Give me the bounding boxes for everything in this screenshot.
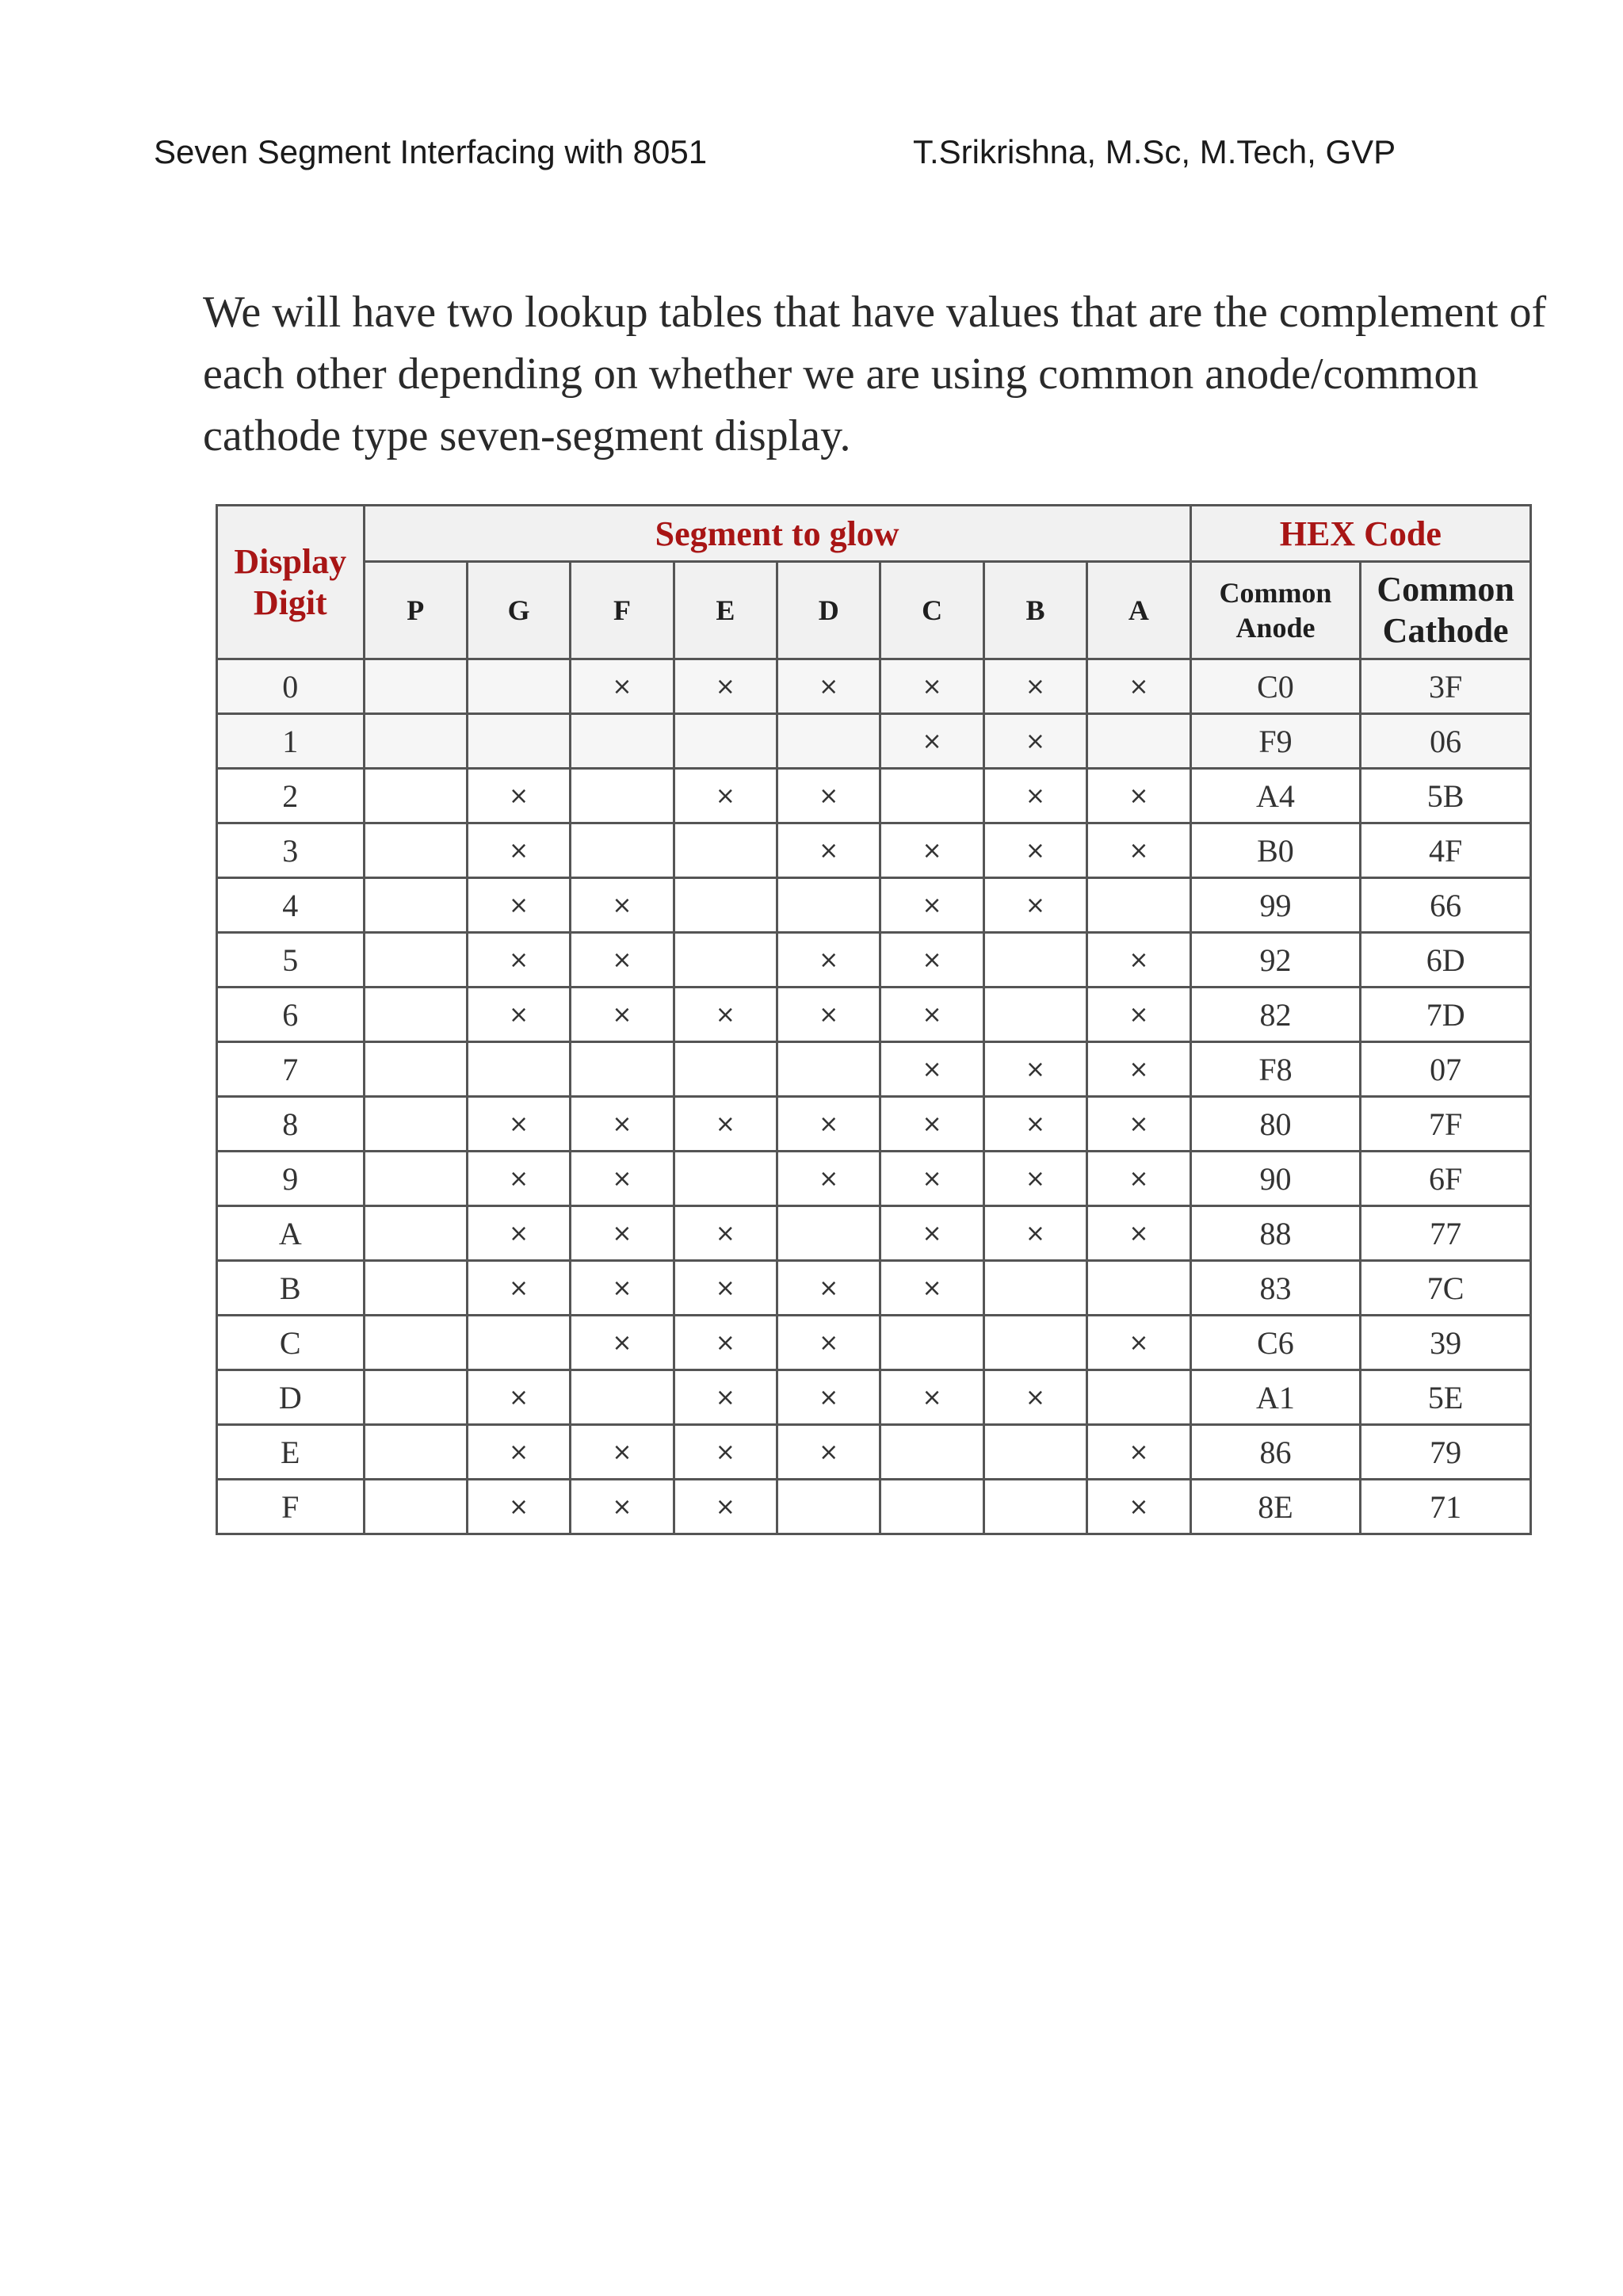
table-row (217, 878, 1531, 933)
segment-e-cell (674, 1097, 777, 1152)
segment-f-cell (571, 1480, 674, 1534)
common-anode-cell: 82 (1190, 988, 1361, 1042)
display-digit-cell: E (217, 1425, 365, 1480)
segment-mark: × (715, 1274, 735, 1302)
table-row (217, 933, 1531, 988)
common-anode-cell: 83 (1190, 1261, 1361, 1316)
common-cathode-cell: 7C (1361, 1261, 1531, 1316)
header-common-anode-line2: Anode (1235, 612, 1316, 644)
segment-g-cell (467, 878, 570, 933)
segment-c-cell (880, 878, 983, 933)
segment-b-cell (983, 1097, 1086, 1152)
segment-mark: × (922, 946, 942, 974)
segment-mark: × (509, 891, 529, 919)
common-cathode-cell: 71 (1361, 1480, 1531, 1534)
segment-f-cell (571, 1042, 674, 1097)
common-cathode-cell: 7F (1361, 1097, 1531, 1152)
segment-mark: × (922, 1164, 942, 1193)
segment-mark: × (922, 672, 942, 701)
common-cathode-cell: 5B (1361, 769, 1531, 823)
segment-f-cell (571, 823, 674, 878)
segment-mark: × (819, 1110, 839, 1138)
display-digit-cell: C (217, 1316, 365, 1370)
segment-mark: × (1128, 1328, 1149, 1357)
segment-d-cell (777, 769, 880, 823)
segment-mark: × (715, 1438, 735, 1466)
header-segment-g: G (467, 562, 570, 659)
table-body (217, 659, 1531, 1534)
segment-a-cell (1087, 933, 1190, 988)
segment-mark: × (509, 1110, 529, 1138)
common-anode-cell: A4 (1190, 769, 1361, 823)
segment-d-cell (777, 1097, 880, 1152)
segment-e-cell (674, 1316, 777, 1370)
common-anode-cell: 90 (1190, 1152, 1361, 1206)
segment-mark: × (819, 1383, 839, 1412)
segment-mark: × (612, 891, 632, 919)
segment-g-cell (467, 1425, 570, 1480)
segment-g-cell (467, 1206, 570, 1261)
segment-mark: × (509, 836, 529, 865)
segment-mark: × (819, 1164, 839, 1193)
header-display-digit (217, 506, 365, 659)
segment-d-cell (777, 823, 880, 878)
segment-f-cell (571, 1316, 674, 1370)
segment-e-cell (674, 1425, 777, 1480)
header-common-cathode (1361, 562, 1531, 659)
segment-mark: × (509, 1492, 529, 1521)
segment-mark: × (612, 1328, 632, 1357)
segment-b-cell (983, 878, 1086, 933)
segment-mark: × (715, 1110, 735, 1138)
segment-d-cell (777, 1261, 880, 1316)
table-row (217, 1480, 1531, 1534)
header-hex-code: HEX Code (1190, 506, 1530, 562)
segment-mark: × (1128, 1110, 1149, 1138)
segment-a-cell (1087, 714, 1190, 769)
segment-mark: × (1128, 1492, 1149, 1521)
common-anode-cell: A1 (1190, 1370, 1361, 1425)
segment-d-cell (777, 1316, 880, 1370)
segment-mark: × (922, 1110, 942, 1138)
segment-mark: × (922, 727, 942, 755)
segment-e-cell (674, 1370, 777, 1425)
segment-mark: × (1128, 1055, 1149, 1083)
segment-a-cell (1087, 1425, 1190, 1480)
segment-b-cell (983, 1316, 1086, 1370)
segment-b-cell (983, 714, 1086, 769)
common-cathode-cell: 4F (1361, 823, 1531, 878)
header-common-anode-line1: Common (1219, 577, 1332, 609)
common-cathode-cell: 6D (1361, 933, 1531, 988)
segment-mark: × (922, 1274, 942, 1302)
segment-mark: × (612, 1110, 632, 1138)
display-digit-cell: 2 (217, 769, 365, 823)
segment-g-cell (467, 659, 570, 714)
common-anode-cell: 80 (1190, 1097, 1361, 1152)
segment-p-cell (364, 1480, 467, 1534)
segment-b-cell (983, 659, 1086, 714)
segment-p-cell (364, 769, 467, 823)
segment-d-cell (777, 878, 880, 933)
segment-mark: × (1025, 836, 1046, 865)
segment-p-cell (364, 1206, 467, 1261)
common-anode-cell: 92 (1190, 933, 1361, 988)
segment-g-cell (467, 1370, 570, 1425)
header-segment-p: P (364, 562, 467, 659)
segment-b-cell (983, 1042, 1086, 1097)
segment-d-cell (777, 933, 880, 988)
table-row (217, 988, 1531, 1042)
display-digit-cell: 6 (217, 988, 365, 1042)
table-row (217, 714, 1531, 769)
segment-p-cell (364, 1042, 467, 1097)
segment-mark: × (1025, 727, 1046, 755)
segment-mark: × (1025, 1219, 1046, 1247)
segment-e-cell (674, 1152, 777, 1206)
display-digit-cell: 4 (217, 878, 365, 933)
segment-mark: × (715, 1000, 735, 1029)
segment-f-cell (571, 659, 674, 714)
segment-p-cell (364, 878, 467, 933)
segment-c-cell (880, 1261, 983, 1316)
header-display-digit-line2: Digit (253, 583, 327, 622)
segment-b-cell (983, 1370, 1086, 1425)
segment-a-cell (1087, 1206, 1190, 1261)
table-row (217, 769, 1531, 823)
segment-mark: × (922, 1383, 942, 1412)
segment-f-cell (571, 878, 674, 933)
common-cathode-cell: 39 (1361, 1316, 1531, 1370)
segment-mark: × (715, 1383, 735, 1412)
display-digit-cell: A (217, 1206, 365, 1261)
segment-f-cell (571, 1261, 674, 1316)
header-common-cathode-line2: Cathode (1382, 611, 1509, 650)
segment-mark: × (509, 1383, 529, 1412)
display-digit-cell: 9 (217, 1152, 365, 1206)
common-cathode-cell: 5E (1361, 1370, 1531, 1425)
segment-e-cell (674, 1206, 777, 1261)
segment-g-cell (467, 988, 570, 1042)
segment-c-cell (880, 714, 983, 769)
segment-mark: × (922, 836, 942, 865)
segment-mark: × (1025, 1055, 1046, 1083)
segment-c-cell (880, 1206, 983, 1261)
segment-e-cell (674, 714, 777, 769)
segment-p-cell (364, 988, 467, 1042)
segment-c-cell (880, 1370, 983, 1425)
segment-p-cell (364, 1425, 467, 1480)
segment-a-cell (1087, 659, 1190, 714)
header-segment-b: B (983, 562, 1086, 659)
segment-mark: × (715, 672, 735, 701)
segment-g-cell (467, 1261, 570, 1316)
header-common-anode (1190, 562, 1361, 659)
segment-p-cell (364, 714, 467, 769)
display-digit-cell: 7 (217, 1042, 365, 1097)
segment-p-cell (364, 1152, 467, 1206)
segment-mark: × (715, 781, 735, 810)
segment-a-cell (1087, 1370, 1190, 1425)
segment-mark: × (819, 836, 839, 865)
display-digit-cell: F (217, 1480, 365, 1534)
segment-mark: × (612, 1492, 632, 1521)
segment-mark: × (819, 781, 839, 810)
common-cathode-cell: 7D (1361, 988, 1531, 1042)
header-segment-c: C (880, 562, 983, 659)
table-row (217, 1261, 1531, 1316)
display-digit-cell: 1 (217, 714, 365, 769)
segment-mark: × (1128, 1000, 1149, 1029)
table-row (217, 1370, 1531, 1425)
segment-mark: × (612, 946, 632, 974)
intro-paragraph: We will have two lookup tables that have values that are the complement of each other depending on whether we are using common anode/common cathode type seven-segment display. (203, 288, 1547, 460)
common-cathode-cell: 6F (1361, 1152, 1531, 1206)
segment-d-cell (777, 1480, 880, 1534)
segment-p-cell (364, 933, 467, 988)
segment-mark: × (1025, 1110, 1046, 1138)
table-row (217, 823, 1531, 878)
segment-e-cell (674, 988, 777, 1042)
segment-p-cell (364, 823, 467, 878)
segment-p-cell (364, 1316, 467, 1370)
segment-mark: × (819, 1438, 839, 1466)
common-anode-cell: 86 (1190, 1425, 1361, 1480)
segment-mark: × (715, 1492, 735, 1521)
segment-mark: × (1128, 836, 1149, 865)
segment-p-cell (364, 1370, 467, 1425)
segment-e-cell (674, 1480, 777, 1534)
segment-g-cell (467, 714, 570, 769)
segment-f-cell (571, 1152, 674, 1206)
display-digit-cell: 5 (217, 933, 365, 988)
segment-g-cell (467, 933, 570, 988)
segment-b-cell (983, 933, 1086, 988)
segment-mark: × (1128, 672, 1149, 701)
segment-b-cell (983, 1425, 1086, 1480)
segment-mark: × (819, 1000, 839, 1029)
segment-mark: × (612, 1274, 632, 1302)
segment-d-cell (777, 1370, 880, 1425)
segment-mark: × (612, 1164, 632, 1193)
segment-p-cell (364, 1261, 467, 1316)
segment-mark: × (1025, 891, 1046, 919)
common-cathode-cell: 07 (1361, 1042, 1531, 1097)
common-anode-cell: 8E (1190, 1480, 1361, 1534)
header-common-cathode-line1: Common (1377, 570, 1514, 609)
segment-a-cell (1087, 878, 1190, 933)
segment-b-cell (983, 1206, 1086, 1261)
segment-mark: × (715, 1219, 735, 1247)
segment-f-cell (571, 933, 674, 988)
segment-mark: × (509, 946, 529, 974)
common-cathode-cell: 79 (1361, 1425, 1531, 1480)
segment-mark: × (922, 1000, 942, 1029)
segment-e-cell (674, 769, 777, 823)
common-cathode-cell: 66 (1361, 878, 1531, 933)
segment-b-cell (983, 988, 1086, 1042)
segment-mark: × (612, 1000, 632, 1029)
segment-mark: × (509, 1274, 529, 1302)
segment-f-cell (571, 714, 674, 769)
segment-f-cell (571, 1206, 674, 1261)
segment-e-cell (674, 933, 777, 988)
table-row (217, 1425, 1531, 1480)
common-cathode-cell: 77 (1361, 1206, 1531, 1261)
segment-mark: × (509, 1219, 529, 1247)
segment-g-cell (467, 769, 570, 823)
table-row (217, 659, 1531, 714)
segment-f-cell (571, 988, 674, 1042)
segment-mark: × (819, 1328, 839, 1357)
segment-b-cell (983, 1152, 1086, 1206)
segment-mark: × (509, 1164, 529, 1193)
segment-mark: × (612, 1219, 632, 1247)
page-header (154, 133, 1465, 181)
segment-d-cell (777, 988, 880, 1042)
segment-a-cell (1087, 1261, 1190, 1316)
segment-d-cell (777, 714, 880, 769)
common-anode-cell: B0 (1190, 823, 1361, 878)
header-display-digit-line1: Display (234, 541, 347, 581)
segment-g-cell (467, 1042, 570, 1097)
display-digit-cell: B (217, 1261, 365, 1316)
segment-mark: × (509, 1000, 529, 1029)
segment-a-cell (1087, 1042, 1190, 1097)
header-author: T.Srikrishna, M.Sc, M.Tech, GVP (913, 133, 1396, 170)
segment-p-cell (364, 1097, 467, 1152)
segment-mark: × (1128, 1219, 1149, 1247)
common-anode-cell: C0 (1190, 659, 1361, 714)
segment-mark: × (715, 1328, 735, 1357)
segment-c-cell (880, 1042, 983, 1097)
segment-e-cell (674, 1042, 777, 1097)
display-digit-cell: D (217, 1370, 365, 1425)
segment-d-cell (777, 1425, 880, 1480)
segment-p-cell (364, 659, 467, 714)
segment-b-cell (983, 823, 1086, 878)
segment-mark: × (1025, 1164, 1046, 1193)
segment-g-cell (467, 823, 570, 878)
header-segment-e: E (674, 562, 777, 659)
segment-c-cell (880, 988, 983, 1042)
table-row (217, 1152, 1531, 1206)
common-anode-cell: 88 (1190, 1206, 1361, 1261)
segment-d-cell (777, 1152, 880, 1206)
segment-mark: × (509, 1438, 529, 1466)
segment-mark: × (612, 672, 632, 701)
segment-mark: × (1025, 1383, 1046, 1412)
common-cathode-cell: 06 (1361, 714, 1531, 769)
segment-c-cell (880, 933, 983, 988)
segment-mark: × (1128, 1438, 1149, 1466)
table-row (217, 1316, 1531, 1370)
segment-mark: × (1128, 781, 1149, 810)
segment-g-cell (467, 1316, 570, 1370)
segment-b-cell (983, 1480, 1086, 1534)
header-segment-f: F (571, 562, 674, 659)
segment-c-cell (880, 1097, 983, 1152)
display-digit-cell: 8 (217, 1097, 365, 1152)
segment-f-cell (571, 1425, 674, 1480)
segment-mark: × (1128, 1164, 1149, 1193)
common-anode-cell: C6 (1190, 1316, 1361, 1370)
segment-f-cell (571, 769, 674, 823)
segment-e-cell (674, 1261, 777, 1316)
segment-e-cell (674, 823, 777, 878)
segment-a-cell (1087, 1316, 1190, 1370)
display-digit-cell: 3 (217, 823, 365, 878)
segment-mark: × (819, 1274, 839, 1302)
segment-mark: × (922, 1055, 942, 1083)
segment-mark: × (1128, 946, 1149, 974)
segment-c-cell (880, 1316, 983, 1370)
segment-a-cell (1087, 988, 1190, 1042)
segment-mark: × (819, 946, 839, 974)
segment-a-cell (1087, 769, 1190, 823)
common-anode-cell: 99 (1190, 878, 1361, 933)
segment-mark: × (1025, 781, 1046, 810)
common-anode-cell: F8 (1190, 1042, 1361, 1097)
segment-a-cell (1087, 1097, 1190, 1152)
common-cathode-cell: 3F (1361, 659, 1531, 714)
header-segment-to-glow: Segment to glow (364, 506, 1190, 562)
table-row (217, 1097, 1531, 1152)
segment-mark: × (819, 672, 839, 701)
segment-mark: × (612, 1438, 632, 1466)
segment-mark: × (922, 1219, 942, 1247)
segment-c-cell (880, 823, 983, 878)
segment-a-cell (1087, 823, 1190, 878)
segment-c-cell (880, 1152, 983, 1206)
segment-f-cell (571, 1370, 674, 1425)
segment-e-cell (674, 878, 777, 933)
segment-a-cell (1087, 1480, 1190, 1534)
table-row (217, 1042, 1531, 1097)
segment-c-cell (880, 1425, 983, 1480)
segment-mark: × (509, 781, 529, 810)
segment-mark: × (1025, 672, 1046, 701)
common-anode-cell: F9 (1190, 714, 1361, 769)
segment-g-cell (467, 1152, 570, 1206)
segment-lookup-table (216, 504, 1532, 1535)
segment-b-cell (983, 769, 1086, 823)
segment-g-cell (467, 1480, 570, 1534)
segment-c-cell (880, 1480, 983, 1534)
display-digit-cell: 0 (217, 659, 365, 714)
header-segment-a: A (1087, 562, 1190, 659)
header-title: Seven Segment Interfacing with 8051 (154, 133, 708, 170)
segment-a-cell (1087, 1152, 1190, 1206)
segment-b-cell (983, 1261, 1086, 1316)
segment-d-cell (777, 1206, 880, 1261)
segment-d-cell (777, 1042, 880, 1097)
segment-mark: × (922, 891, 942, 919)
segment-g-cell (467, 1097, 570, 1152)
table-row (217, 1206, 1531, 1261)
segment-e-cell (674, 659, 777, 714)
segment-d-cell (777, 659, 880, 714)
segment-f-cell (571, 1097, 674, 1152)
segment-c-cell (880, 769, 983, 823)
segment-c-cell (880, 659, 983, 714)
header-segment-d: D (777, 562, 880, 659)
